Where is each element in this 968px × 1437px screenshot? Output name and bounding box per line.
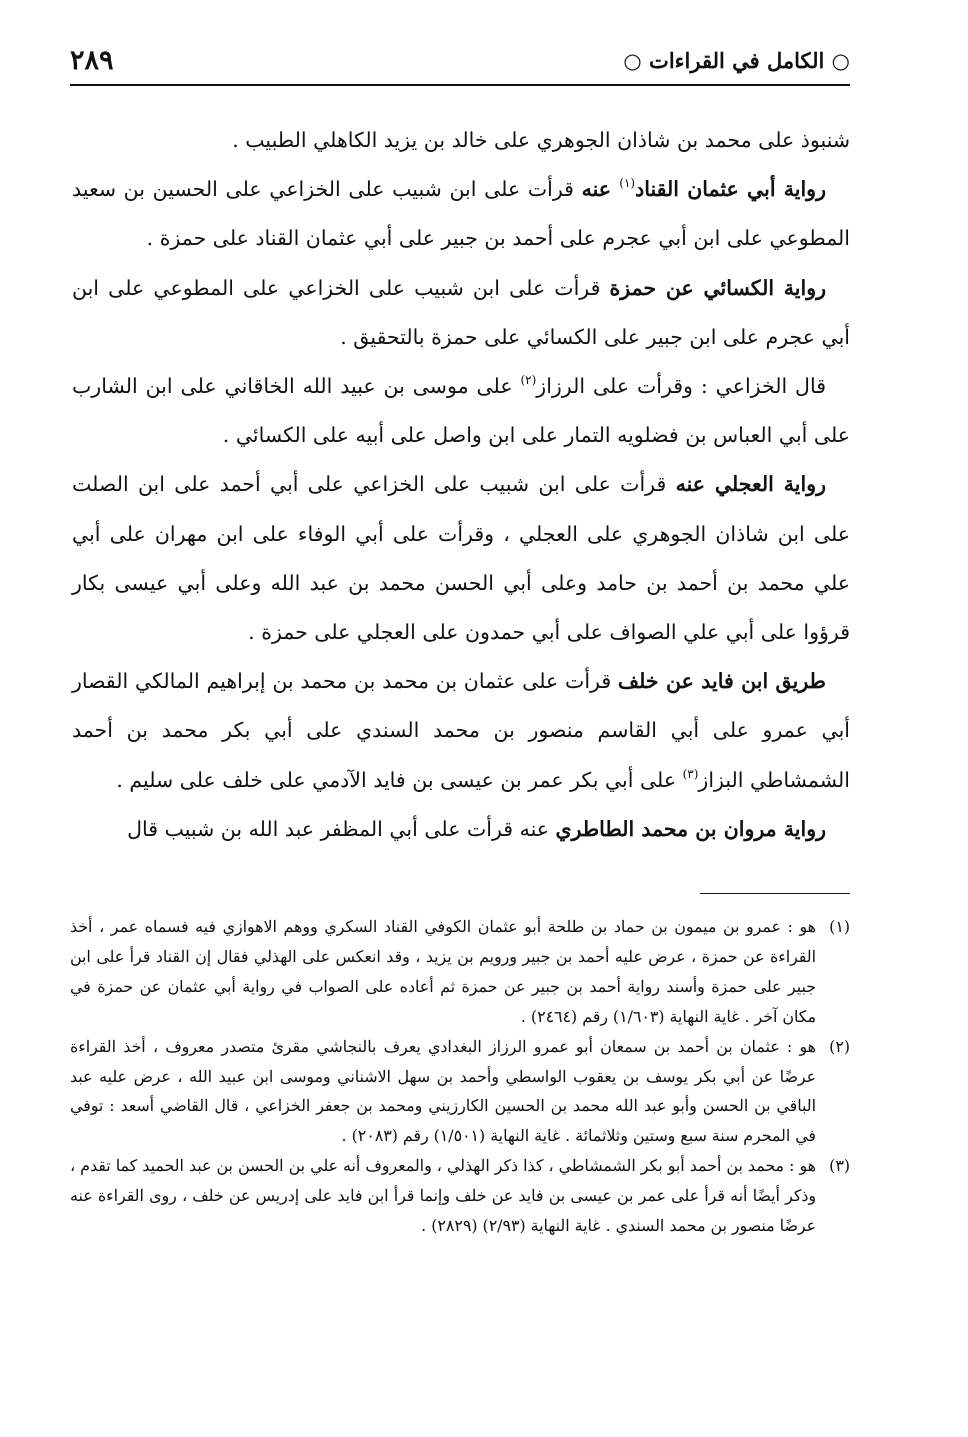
- paragraph: [72, 362, 850, 460]
- page-header: [70, 42, 850, 78]
- text-run: قرأت على ابن شبيب على الخزاعي على أبي أحمد على ابن الصلت على ابن شاذان الجوهري على العجلي ، وقرأت على أبي الوفاء على ابن مهران على أبي علي محمد بن أحمد بن حامد وعلى أبي الحسن محمد بن عبد الله وعلى أبي عيسى بكار قرؤوا على أبي علي الصواف على أبي حمدون على العجلي على حمزة .: [72, 472, 850, 645]
- section-heading: طريق ابن فايد عن خلف: [617, 669, 826, 694]
- footnote-text: هو : عمرو بن ميمون بن حماد بن طلحة أبو عثمان الكوفي القناد السكري ووهم الاهوازي فيه فسماه عمر ، أخذ القراءة عن حمزة ، عرض عليه أحمد بن جبير ورويم بن يزيد ، وقد انعكس على الهذلي فقال إن القناد قرأ على ابن جبير على حمزة وأسند رواية أحمد بن جبير عن حمزة ثم أعاده على الصواب في رواية أبي عثمان عن حمزة في مكان آخر . غاية النهاية (١/٦٠٣) رقم (٢٤٦٤) .: [70, 917, 816, 1026]
- footnote-text: هو : عثمان بن أحمد بن سمعان أبو عمرو الرزاز البغدادي يعرف بالنجاشي مقرئ متصدر معروف ، أخذ القراءة عرضًا عن أبي بكر يوسف بن يعقوب الواسطي وأحمد بن سهل الاشناني وموسى ابن عبيد الله ، عرض عليه عبد الباقي بن الحسن وأبو عبد الله محمد بن الحسين الكارزيني ومحمد بن جعفر الخزاعي ، قال القاضي أسعد : توفي في المحرم سنة سبع وستين وثلاثمائة . غاية النهاية (١/٥٠١) رقم (٢٠٨٣) .: [70, 1036, 816, 1146]
- text-run: قرأت على ابن شبيب على الخزاعي على المطوعي على ابن أبي عجرم على ابن جبير على الكسائي على حمزة بالتحقيق .: [72, 275, 850, 349]
- paragraph: [72, 460, 850, 657]
- text-run: قال الخزاعي : وقرأت على الرزاز: [536, 374, 826, 399]
- footnote: [70, 1032, 850, 1152]
- main-text: [72, 116, 850, 854]
- text-run: على أبي بكر عمر بن عيسى بن فايد الآدمي على خلف على سليم .: [116, 767, 683, 792]
- footnote: [70, 912, 850, 1032]
- footnote-reference: (٢): [520, 373, 537, 388]
- page-number: ٢٨٩: [70, 44, 114, 76]
- footnote: [70, 1151, 850, 1241]
- paragraph: [72, 165, 850, 263]
- section-heading: رواية الكسائي عن حمزة: [609, 275, 826, 300]
- header-rule: [70, 84, 850, 86]
- section-heading: عنه: [581, 177, 620, 202]
- paragraph: [72, 264, 850, 362]
- text-run: عنه قرأت على أبي المظفر عبد الله بن شبيب قال: [127, 816, 556, 841]
- section-heading: رواية أبي عثمان القناد: [635, 177, 826, 202]
- footnote-number: (١): [829, 917, 850, 936]
- text-run: شنبوذ على محمد بن شاذان الجوهري على خالد بن يزيد الكاهلي الطبيب .: [232, 128, 850, 152]
- section-heading: رواية العجلي عنه: [675, 472, 826, 497]
- text-run: قرأت على عثمان بن محمد بن محمد بن إبراهيم المالكي القصار أبي عمرو على أبي القاسم منصور بن محمد السندي على أبي بكر محمد بن أحمد الشمشاطي البزاز: [72, 669, 850, 792]
- footnote-separator: [700, 893, 850, 894]
- section-heading: رواية مروان بن محمد الطاطري: [555, 816, 826, 841]
- footnote-reference: (١): [619, 176, 636, 191]
- running-title: ○ الكامل في القراءات ○: [623, 47, 850, 73]
- footnote-number: (٣): [829, 1156, 850, 1176]
- text-run: على موسى بن عبيد الله الخاقاني على ابن الشارب على أبي العباس بن فضلويه التمار على ابن واصل على أبيه على الكسائي .: [72, 374, 850, 448]
- text-run: قرأت على ابن شبيب على الخزاعي على الحسين بن سعيد المطوعي على ابن أبي عجرم على أحمد بن جبير على أبي عثمان القناد على حمزة .: [72, 177, 850, 251]
- paragraph: [72, 805, 850, 854]
- footnote-text: هو : محمد بن أحمد أبو بكر الشمشاطي ، كذا ذكر الهذلي ، والمعروف أنه علي بن الحسن بن عبد الحميد كما تقدم ، وذكر أيضًا أنه قرأ على عمر بن عيسى بن فايد عن خلف وإنما قرأ ابن فايد على إدريس عن خلف ، روى القراءة عنه عرضًا منصور بن محمد السندي . غاية النهاية (٢/٩٣) (٢٨٢٩) .: [70, 1156, 816, 1236]
- footnote-reference: (٣): [682, 766, 699, 781]
- paragraph: [72, 657, 850, 805]
- paragraph: [72, 116, 850, 165]
- footnote-number: (٢): [829, 1036, 850, 1056]
- footnotes: [70, 912, 850, 1241]
